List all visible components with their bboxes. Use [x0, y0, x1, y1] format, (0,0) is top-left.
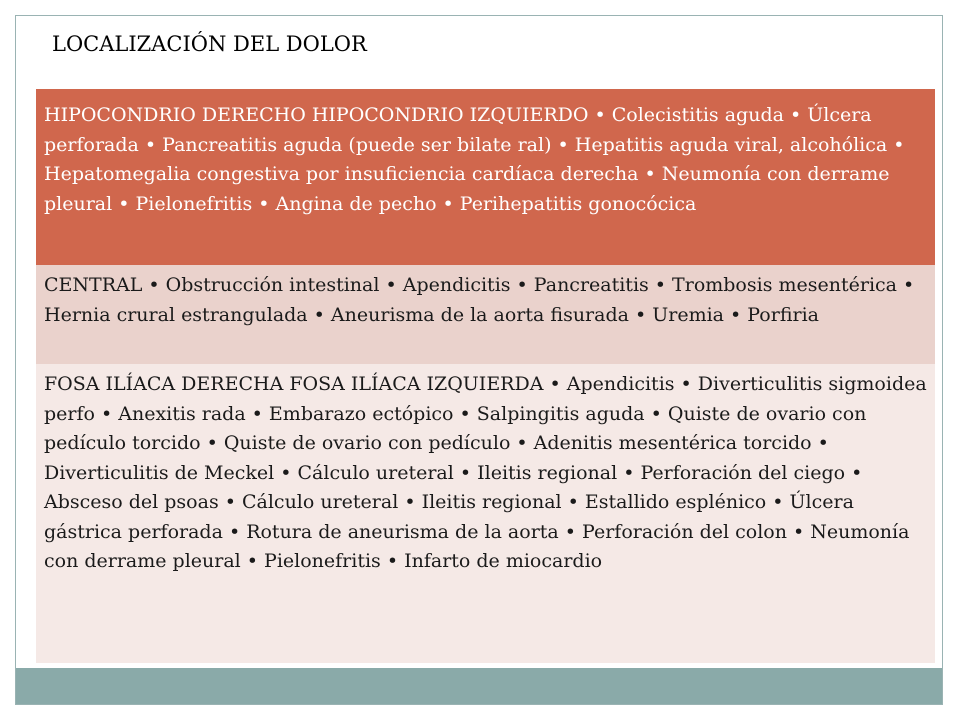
- footer-bar: [16, 668, 942, 704]
- table-row-central: CENTRAL • Obstrucción intestinal • Apendicitis • Pancreatitis • Trombosis mesentérica • Hernia crural estrangulada • Aneurisma de la aorta fisurada • Uremia • Porfiria: [36, 265, 935, 364]
- slide-title: LOCALIZACIÓN DEL DOLOR: [52, 32, 367, 56]
- table-row-hipocondrio: HIPOCONDRIO DERECHO HIPOCONDRIO IZQUIERDO • Colecistitis aguda • Úlcera perforada • Pancreatitis aguda (puede ser bilate ral) • Hepatitis aguda viral, alcohólica • Hepatomegalia congestiva por insuficiencia cardíaca derecha • Neumonía con derrame pleural • Pielonefritis • Angina de pecho • Perihepatitis gonocócica: [36, 89, 935, 265]
- pain-location-table: [36, 89, 935, 663]
- slide: [15, 15, 943, 705]
- table-row-fosa-iliaca: FOSA ILÍACA DERECHA FOSA ILÍACA IZQUIERDA • Apendicitis • Diverticulitis sigmoidea perfo • Anexitis rada • Embarazo ectópico • Salpingitis aguda • Quiste de ovario con pedículo torcido • Quiste de ovario con pedículo • Adenitis mesentérica torcido • Diverticulitis de Meckel • Cálculo ureteral • Ileitis regional • Perforación del ciego • Absceso del psoas • Cálculo ureteral • Ileitis regional • Estallido esplénico • Úlcera gástrica perforada • Rotura de aneurisma de la aorta • Perforación del colon • Neumonía con derrame pleural • Pielonefritis • Infarto de miocardio: [36, 364, 935, 663]
